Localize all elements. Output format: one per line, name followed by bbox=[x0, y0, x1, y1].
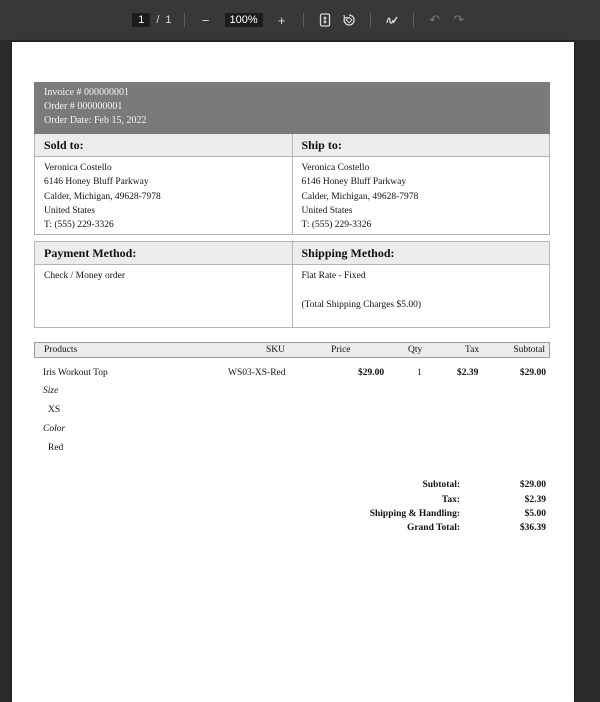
totals-row-subtotal bbox=[34, 480, 550, 494]
annotation-controls bbox=[383, 13, 401, 27]
totals-row-tax bbox=[34, 495, 550, 509]
toolbar-divider bbox=[370, 13, 371, 27]
payment-heading: Payment Method: bbox=[35, 242, 292, 265]
zoom-out-button[interactable]: − bbox=[201, 12, 210, 28]
history-controls bbox=[426, 12, 468, 28]
header-tax: Tax bbox=[465, 345, 480, 356]
shipping-handling-label: Shipping & Handling: bbox=[369, 509, 460, 520]
shipping-body bbox=[293, 265, 550, 327]
grand-total-value: $36.39 bbox=[519, 523, 546, 534]
item-qty: 1 bbox=[417, 368, 422, 379]
sold-to-column bbox=[35, 134, 292, 234]
sold-to-street: 6146 Honey Bluff Parkway bbox=[44, 177, 149, 188]
total-pages: 1 bbox=[165, 14, 172, 26]
address-section bbox=[34, 134, 550, 235]
undo-button[interactable]: ↶ bbox=[429, 12, 441, 27]
fit-page-button[interactable] bbox=[316, 13, 334, 27]
totals-row-grand-total bbox=[34, 523, 550, 537]
tax-value: $2.39 bbox=[524, 494, 546, 505]
ship-to-column bbox=[292, 134, 550, 234]
view-controls bbox=[316, 13, 358, 27]
invoice-header bbox=[34, 82, 550, 134]
item-product: Iris Workout Top bbox=[43, 368, 108, 379]
invoice-number: Invoice # 000000001 bbox=[44, 87, 129, 98]
header-subtotal: Subtotal bbox=[513, 345, 545, 356]
shipping-handling-value: $5.00 bbox=[524, 509, 546, 520]
totals-section bbox=[34, 480, 550, 540]
payment-method: Check / Money order bbox=[44, 271, 125, 282]
header-products: Products bbox=[44, 345, 78, 356]
method-section bbox=[34, 241, 550, 328]
header-qty: Qty bbox=[408, 345, 423, 356]
header-sku: SKU bbox=[266, 345, 286, 356]
items-table-header bbox=[34, 342, 550, 358]
ship-to-city: Calder, Michigan, 49628-7978 bbox=[301, 191, 419, 202]
table-row bbox=[34, 358, 550, 382]
ship-to-heading: Ship to: bbox=[293, 134, 550, 157]
option-label-color: Color bbox=[43, 424, 66, 435]
pdf-toolbar bbox=[0, 0, 600, 40]
current-page-input[interactable]: 1 bbox=[132, 13, 150, 27]
totals-row-shipping bbox=[34, 509, 550, 523]
document-page bbox=[12, 42, 574, 702]
toolbar-divider bbox=[413, 13, 414, 27]
option-label-size: Size bbox=[43, 386, 59, 397]
rotate-button[interactable] bbox=[340, 13, 358, 27]
subtotal-label: Subtotal: bbox=[422, 480, 460, 491]
shipping-column bbox=[292, 242, 550, 327]
sold-to-country: United States bbox=[44, 205, 95, 216]
sold-to-address bbox=[35, 157, 292, 234]
zoom-in-button[interactable]: + bbox=[277, 12, 286, 28]
grand-total-label: Grand Total: bbox=[406, 523, 460, 534]
zoom-controls bbox=[197, 13, 291, 28]
spacer bbox=[302, 284, 541, 298]
payment-column bbox=[35, 242, 292, 327]
payment-body bbox=[35, 265, 292, 327]
rotate-icon bbox=[342, 13, 356, 27]
redo-button[interactable]: ↷ bbox=[453, 12, 465, 27]
item-tax: $2.39 bbox=[457, 368, 479, 379]
header-price: Price bbox=[331, 345, 351, 356]
item-options bbox=[34, 382, 550, 458]
option-value-color: Red bbox=[48, 443, 64, 454]
pen-signature-icon bbox=[385, 13, 399, 27]
ship-to-street: 6146 Honey Bluff Parkway bbox=[301, 177, 407, 188]
draw-button[interactable] bbox=[383, 13, 401, 27]
toolbar-divider bbox=[184, 13, 185, 27]
shipping-heading: Shipping Method: bbox=[293, 242, 550, 265]
invoice-content bbox=[34, 82, 550, 540]
sold-to-city: Calder, Michigan, 49628-7978 bbox=[44, 191, 161, 202]
shipping-charges: (Total Shipping Charges $5.00) bbox=[301, 299, 421, 310]
item-price: $29.00 bbox=[358, 368, 385, 379]
zoom-level[interactable]: 100% bbox=[225, 13, 263, 27]
fit-page-icon bbox=[319, 13, 331, 27]
ship-to-name: Veronica Costello bbox=[301, 163, 370, 173]
order-date: Order Date: Feb 15, 2022 bbox=[44, 115, 147, 126]
order-number: Order # 000000001 bbox=[44, 101, 123, 112]
item-sku: WS03-XS-Red bbox=[228, 368, 286, 379]
subtotal-value: $29.00 bbox=[519, 480, 546, 491]
tax-label: Tax: bbox=[441, 494, 460, 505]
sold-to-heading: Sold to: bbox=[35, 134, 292, 157]
shipping-method: Flat Rate - Fixed bbox=[301, 271, 366, 282]
sold-to-name: Veronica Costello bbox=[44, 163, 112, 173]
ship-to-address bbox=[293, 157, 550, 234]
toolbar-divider bbox=[303, 13, 304, 27]
option-value-size: XS bbox=[48, 405, 61, 416]
sold-to-phone: T: (555) 229-3326 bbox=[44, 220, 114, 231]
ship-to-country: United States bbox=[301, 205, 353, 216]
item-subtotal: $29.00 bbox=[519, 368, 546, 379]
page-navigation bbox=[132, 13, 171, 27]
page-separator: / bbox=[156, 14, 160, 26]
ship-to-phone: T: (555) 229-3326 bbox=[301, 220, 372, 231]
